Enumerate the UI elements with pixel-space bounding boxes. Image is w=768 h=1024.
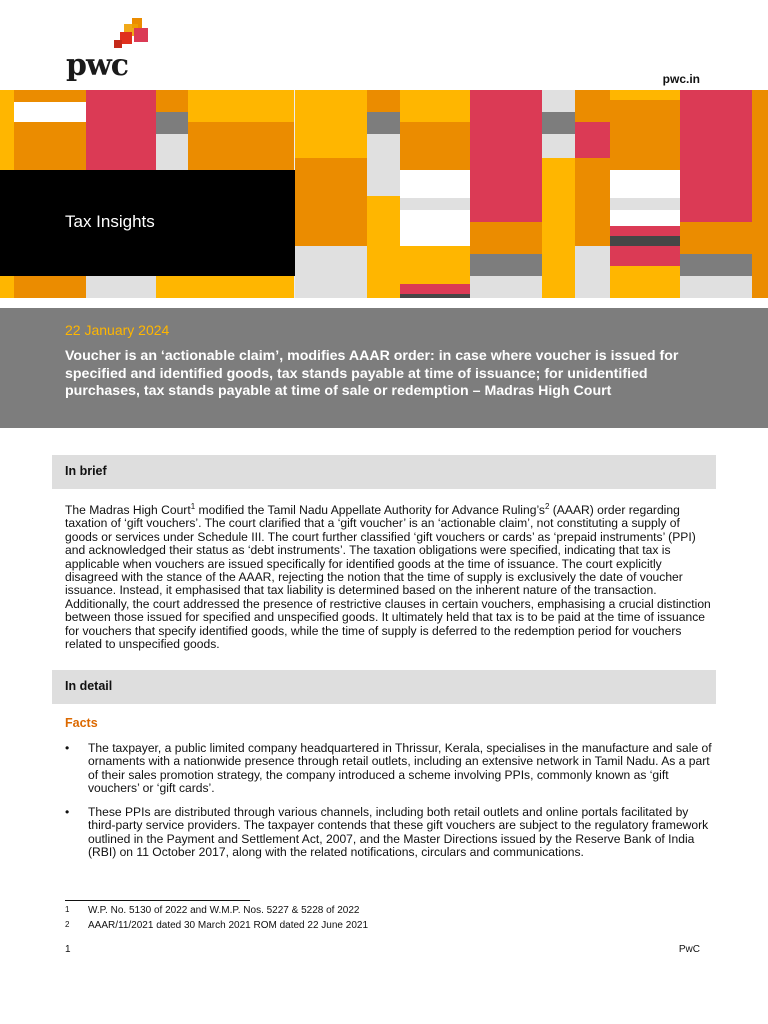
site-link[interactable]: pwc.in (662, 72, 700, 86)
decorative-banner (0, 90, 768, 298)
subheading-facts: Facts (65, 716, 98, 730)
paragraph-text: The Madras High Court (65, 503, 191, 517)
paragraph-text: (AAAR) order regarding taxation of ‘gift vouchers’. The court clarified that a ‘gift voucher’ is an ‘actionable claim’, not constituting a supply of goods or services under Schedule III. The court further classified ‘gift vouchers or cards’ as ‘prepaid instruments’ (PPI) and acknowledged their status as ‘debt instruments’. The taxation obligations were specified, indicating that tax is applicable when vouchers are issued specifically for identified goods at the time of issuance. The court explicitly disagreed with the stance of the AAAR, rejecting the notion that the time of supply is exclusively the date of voucher issuance. Instead, it emphasised that tax liability is determined based on the inherent nature of the transaction. Additionally, the court addressed the presence of restrictive clauses in certain vouchers, emphasising a crucial distinction between those issued for specified and unspecified goods. It ultimately held that tax is to be paid at the time of issuance for vouchers that specify identified goods, while the time of supply is deferred to the redemption period for vouchers related to unspecified goods. (65, 503, 711, 652)
logo-squares-icon (114, 18, 150, 48)
section-heading-in-brief (52, 455, 716, 489)
banner-title-box (0, 170, 295, 276)
article-headline: Voucher is an ‘actionable claim’, modifies AAAR order: in case where voucher is issued for specified and identified goods, tax stands payable at time of issuance; for unidentified purchases, tax stands payable at time of sale or redemption – Madras High Court (65, 348, 679, 399)
in-brief-paragraph (65, 501, 713, 652)
section-heading-in-detail (52, 670, 716, 704)
pwc-logo[interactable] (66, 18, 156, 83)
footnote-number: 2 (65, 920, 70, 929)
section-heading-label: In detail (65, 679, 113, 693)
footnote-text: AAAR/11/2021 dated 30 March 2021 ROM dated 22 June 2021 (88, 920, 369, 931)
footnote-text: W.P. No. 5130 of 2022 and W.M.P. Nos. 5227 & 5228 of 2022 (88, 905, 360, 916)
publication-date: 22 January 2024 (65, 322, 170, 338)
footnote-ref-1[interactable]: 1 (190, 501, 196, 511)
list-item (65, 742, 713, 796)
headline-block (0, 308, 768, 428)
bullet-icon: • (65, 805, 70, 819)
section-heading-label: In brief (65, 464, 107, 478)
footnote-ref-2[interactable]: 2 (544, 501, 550, 511)
footnote (65, 920, 368, 931)
list-item (65, 806, 713, 860)
footer-brand: PwC (678, 944, 700, 955)
footnote-number: 1 (65, 905, 70, 914)
footnote-divider (65, 900, 250, 901)
logo-wordmark: pwc (66, 48, 129, 83)
page-number: 1 (65, 944, 71, 955)
footnote (65, 905, 359, 916)
bullet-icon: • (65, 741, 70, 755)
paragraph-text: modified the Tamil Nadu Appellate Authority for Advance Ruling’s (195, 503, 545, 517)
list-item-text: The taxpayer, a public limited company headquartered in Thrissur, Kerala, specialises in the manufacture and sale of ornaments with a nationwide presence through retail outlets, including an extensive network in Tamil Nadu. As a part of their sales promotion strategy, the company introduced a scheme involving PPIs, commonly known as ‘gift vouchers’ or ‘gift cards’. (88, 741, 712, 796)
publication-title: Tax Insights (65, 212, 155, 231)
list-item-text: These PPIs are distributed through various channels, including both retail outlets and online portals facilitated by third-party service providers. The taxpayer contends that these gift vouchers are subject to the regulatory framework outlined in the Payment and Settlement Act, 2007, and the Master Directions issued by the Reserve Bank of India (RBI) on 11 October 2017, along with the related notifications, circulars and communications. (88, 805, 709, 860)
